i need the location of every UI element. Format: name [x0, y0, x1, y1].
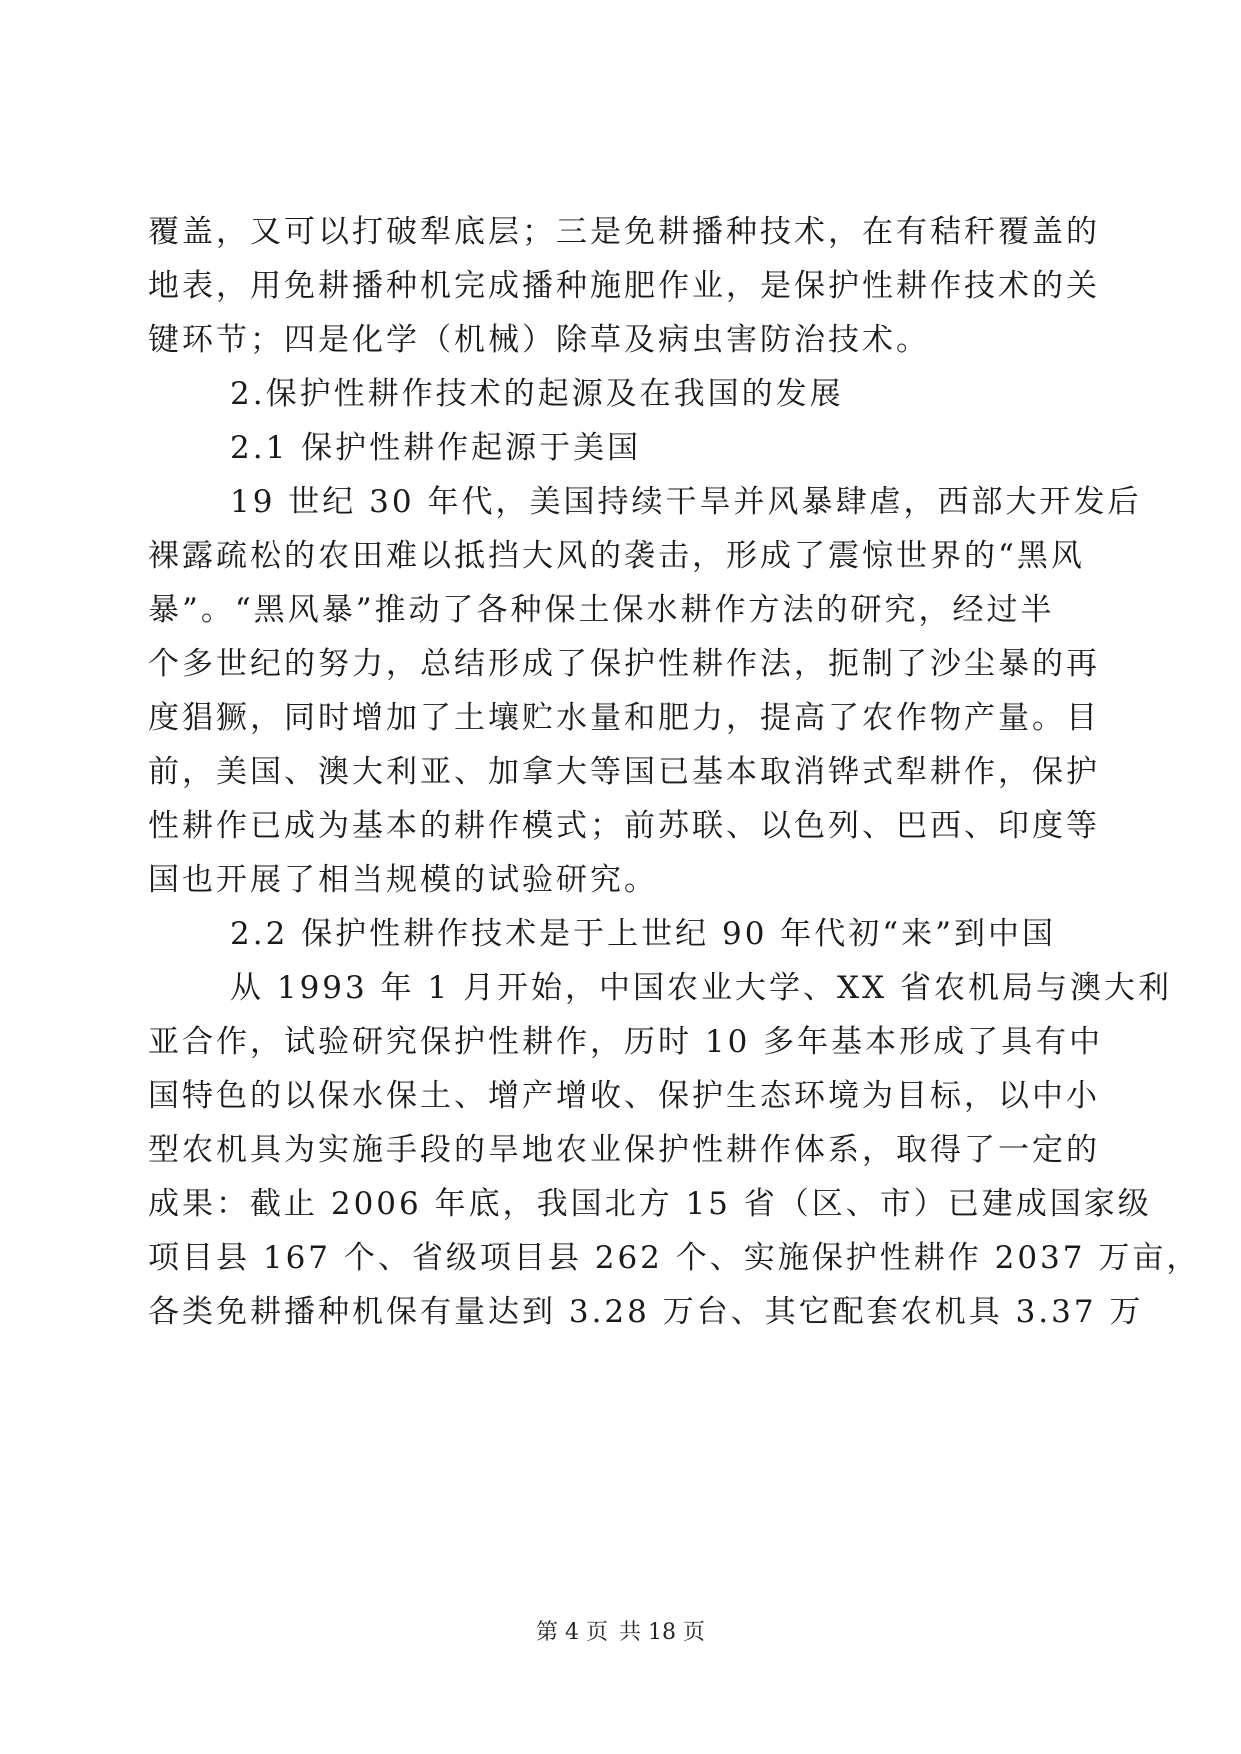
section-heading: 2.保护性耕作技术的起源及在我国的发展 — [230, 376, 844, 412]
body-line: 裸露疏松的农田难以抵挡大风的袭击，形成了震惊世界的“黑风 — [148, 538, 1085, 574]
body-line: 成果：截止 2006 年底，我国北方 15 省（区、市）已建成国家级 — [148, 1186, 1152, 1222]
body-line: 项目县 167 个、省级项目县 262 个、实施保护性耕作 2037 万亩， — [148, 1240, 1201, 1276]
body-line: 性耕作已成为基本的耕作模式；前苏联、以色列、巴西、印度等 — [148, 808, 1100, 844]
body-line: 暴”。“黑风暴”推动了各种保土保水耕作方法的研究，经过半 — [148, 592, 1055, 628]
body-line: 键环节；四是化学（机械）除草及病虫害防治技术。 — [148, 322, 930, 358]
subsection-heading: 2.1 保护性耕作起源于美国 — [230, 430, 642, 466]
page-total: 共 18 页 — [619, 1620, 705, 1645]
body-line: 从 1993 年 1 月开始，中国农业大学、XX 省农机局与澳大利 — [230, 970, 1173, 1006]
page-footer — [0, 1618, 1241, 1648]
page-number: 第 4 页 — [536, 1620, 608, 1645]
body-line: 覆盖，又可以打破犁底层；三是免耕播种技术，在有秸秆覆盖的 — [148, 214, 1100, 250]
body-line: 地表，用免耕播种机完成播种施肥作业，是保护性耕作技术的关 — [148, 268, 1100, 304]
body-line: 前，美国、澳大利亚、加拿大等国已基本取消铧式犁耕作，保护 — [148, 754, 1100, 790]
body-line: 各类免耕播种机保有量达到 3.28 万台、其它配套农机具 3.37 万 — [148, 1294, 1144, 1330]
body-line: 型农机具为实施手段的旱地农业保护性耕作体系，取得了一定的 — [148, 1132, 1100, 1168]
body-line: 国也开展了相当规模的试验研究。 — [148, 862, 658, 898]
body-line: 国特色的以保水保土、增产增收、保护生态环境为目标，以中小 — [148, 1078, 1100, 1114]
subsection-heading: 2.2 保护性耕作技术是于上世纪 90 年代初“来”到中国 — [230, 916, 1057, 952]
body-line: 19 世纪 30 年代，美国持续干旱并风暴肆虐，西部大开发后 — [230, 484, 1142, 520]
body-line: 亚合作，试验研究保护性耕作，历时 10 多年基本形成了具有中 — [148, 1024, 1104, 1060]
body-line: 度猖獗，同时增加了土壤贮水量和肥力，提高了农作物产量。目 — [148, 700, 1100, 736]
body-line: 个多世纪的努力，总结形成了保护性耕作法，扼制了沙尘暴的再 — [148, 646, 1100, 682]
